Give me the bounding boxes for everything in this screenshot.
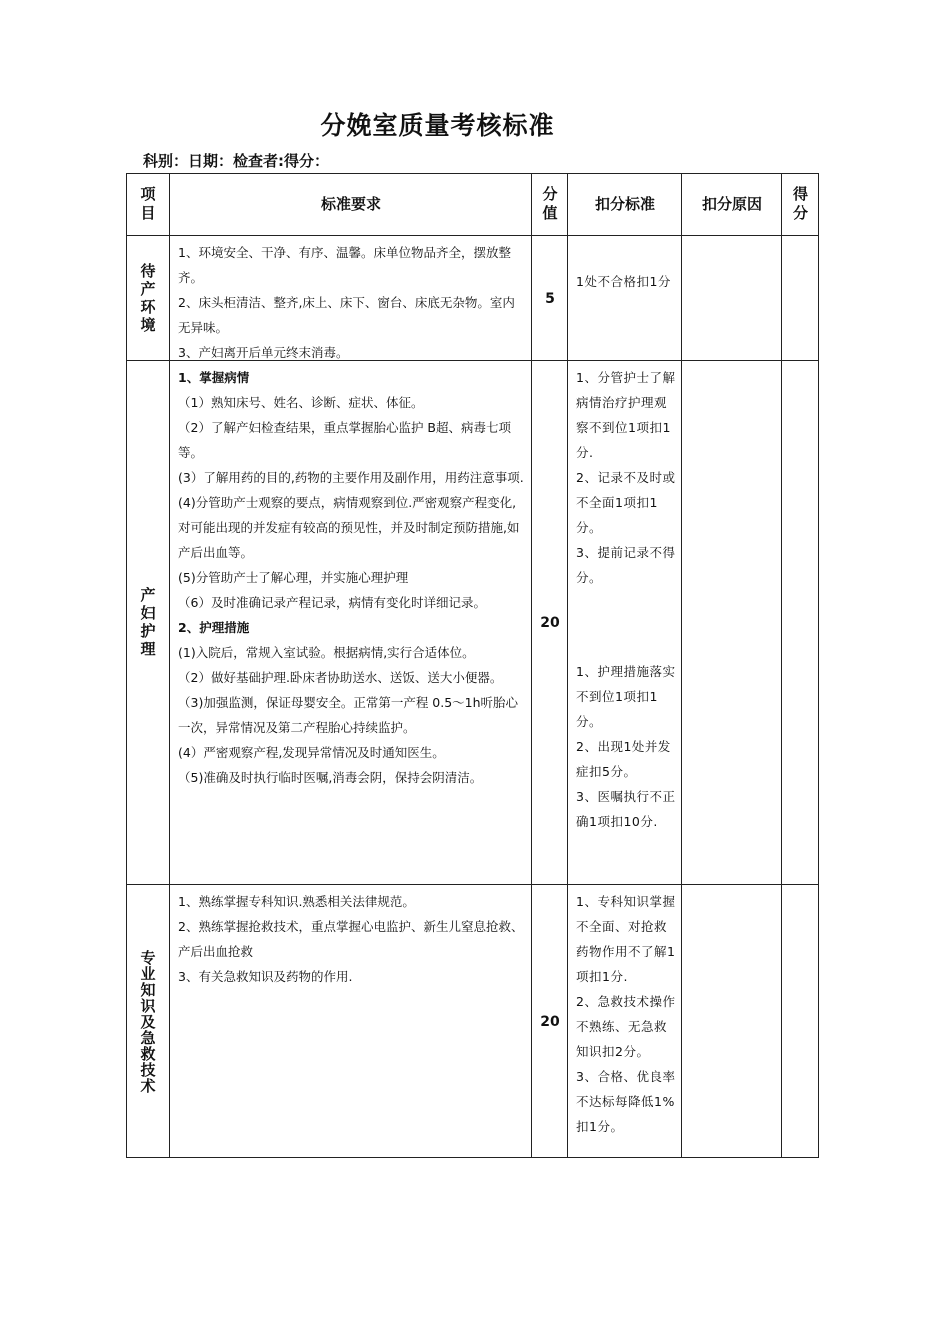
score-value: 20 [540,1013,560,1030]
deduction-cell [568,655,682,880]
requirement-line: 1、环境安全、干净、有序、温馨。床单位物品齐全，摆放整齐。 [178,245,511,285]
requirement-line: (3）了解用药的目的,药物的主要作用及副作用，用药注意事项. [178,470,524,485]
header-points: 得分 [792,185,808,222]
deduction-line: 3、合格、优良率不达标每降低1%扣1分。 [576,1069,676,1134]
score-value: 5 [545,290,555,307]
requirement-line: （2）做好基础护理.卧床者协助送水、送饭、送大小便器。 [178,670,503,685]
requirement-heading: 1、掌握病情 [178,370,250,385]
deduction-line: 3、医嘱执行不正确1项扣10分. [576,789,676,829]
deduction-line: 1处不合格扣1分 [576,274,671,289]
requirement-line: 2、熟练掌握抢救技术，重点掌握心电监护、新生儿窒息抢救、产后出血抢救 [178,919,524,959]
requirement-line: （3)加强监测，保证母婴安全。正常第一产程 0.5～1h听胎心一次，异常情况及第二产程胎心持续监护。 [178,695,519,735]
deduction-line: 2、出现1处并发症扣5分。 [576,739,671,779]
deduction-line: 2、急救技术操作不熟练、无急救知识扣2分。 [576,994,676,1059]
deduction-cell [568,885,682,1158]
requirement-line: 1、熟练掌握专科知识.熟悉相关法律规范。 [178,894,415,909]
assessment-table [126,173,819,1158]
requirement-line: （6）及时准确记录产程记录，病情有变化时详细记录。 [178,595,486,610]
requirement-heading: 2、护理措施 [178,620,250,635]
page-title: 分娩室质量考核标准 [320,111,555,140]
header-deduction-reason: 扣分原因 [701,194,762,213]
requirement-line: 3、产妇离开后单元终末消毒。 [178,345,349,360]
deduction-line: 1、护理措施落实不到位1项扣1分。 [576,664,676,729]
row-item-label: 待产环境 [138,262,157,335]
requirement-line: 2、床头柜清洁、整齐,床上、床下、窗台、床底无杂物。室内无异味。 [178,295,515,335]
requirement-line: (4）严密观察产程,发现异常情况及时通知医生。 [178,745,445,760]
deduction-cell [568,361,682,631]
score-value: 20 [540,615,560,631]
requirement-line: (4)分管助产士观察的要点，病情观察到位.严密观察产程变化,对可能出现的并发症有较高的预见性，并及时制定预防措施,如产后出血等。 [178,495,520,560]
deduction-line: 3、提前记录不得分。 [576,545,676,585]
header-score: 分值 [542,185,558,222]
header-requirement: 标准要求 [320,194,381,213]
deduction-cell [568,269,682,349]
header-item: 项目 [140,185,156,222]
row-item-label: 产妇护理 [138,587,157,659]
deduction-line: 2、记录不及时或不全面1项扣1分。 [576,470,676,535]
form-meta-line: 科别：日期：检查者:得分： [143,152,329,170]
requirement-line: 3、有关急救知识及药物的作用. [178,969,353,984]
requirement-line: (1)入院后，常规入室试验。根据病情,实行合适体位。 [178,645,475,660]
requirement-line: （5)准确及时执行临时医嘱,消毒会阴，保持会阴清洁。 [178,770,483,785]
requirement-line: (5)分管助产士了解心理，并实施心理护理 [178,570,409,585]
requirement-cell [170,885,532,1158]
requirement-line: （1）熟知床号、姓名、诊断、症状、体征。 [178,395,424,410]
deduction-line: 1、专科知识掌握不全面、对抢救药物作用不了解1项扣1分. [576,894,676,984]
deduction-line: 1、分管护士了解病情治疗护理观察不到位1项扣1分. [576,370,676,460]
header-deduction-standard: 扣分标准 [594,194,655,213]
row-item-label: 专业知识及急救技术 [138,949,157,1094]
requirement-line: （2）了解产妇检查结果，重点掌握胎心监护 B超、病毒七项等。 [178,420,512,460]
requirement-cell [170,361,532,885]
requirement-cell [170,236,532,361]
